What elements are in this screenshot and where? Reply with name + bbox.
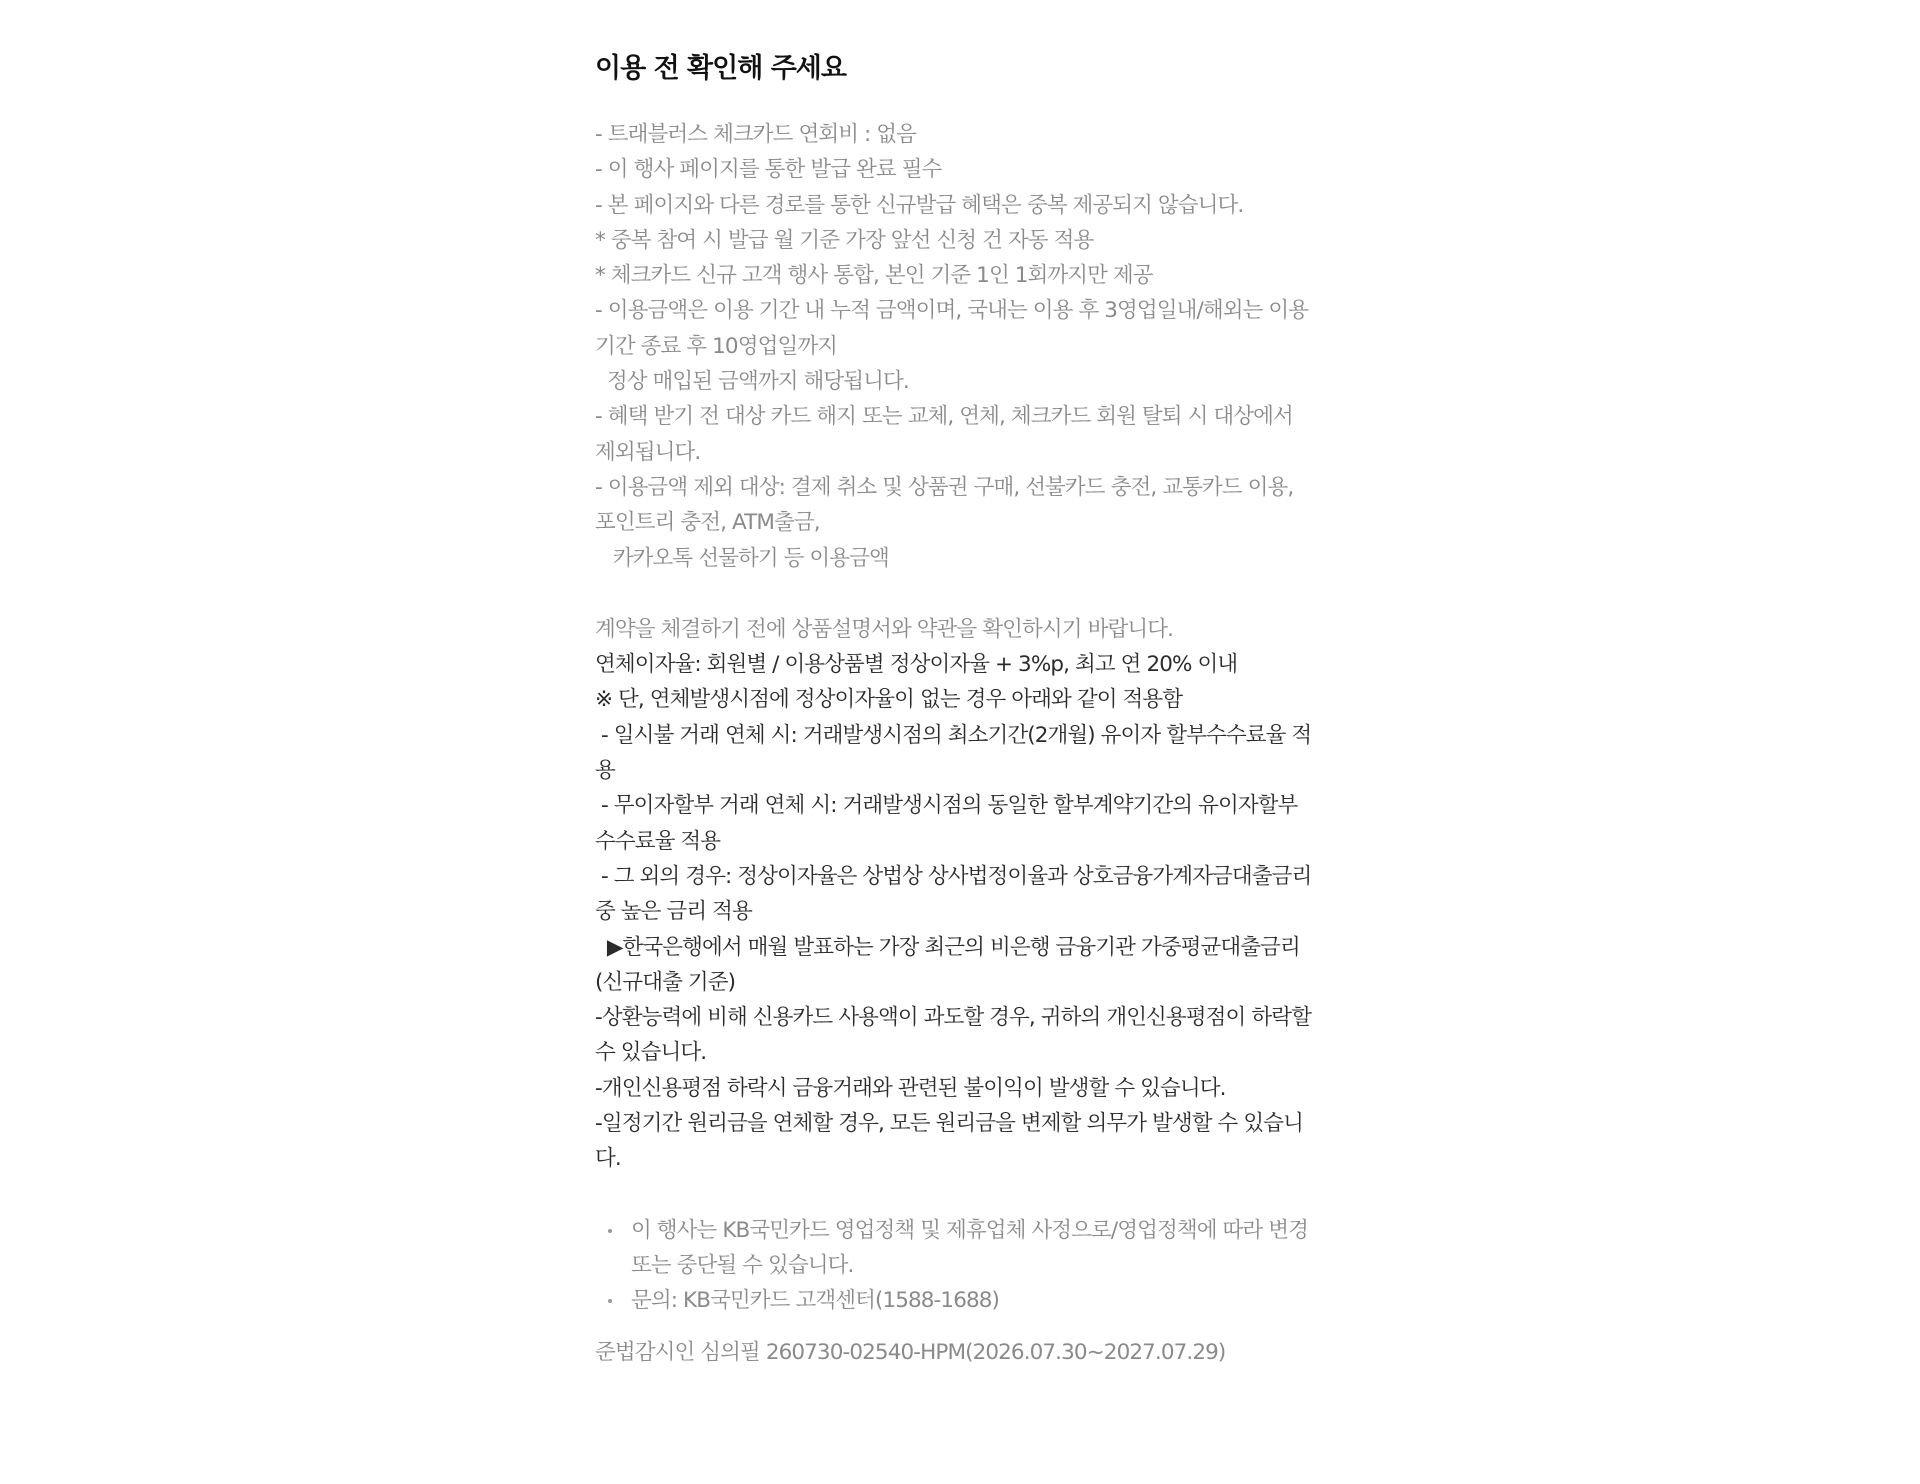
bullet-list — [595, 1213, 1315, 1319]
notice-line: * 체크카드 신규 고객 행사 통합, 본인 기준 1인 1회까지만 제공 — [595, 263, 1153, 289]
bullet-text: 이 행사는 KB국민카드 영업정책 및 제휴업체 사정으로/영업정책에 따라 변경 또는 중단될 수 있습니다. — [631, 1217, 1308, 1278]
bullet-item — [595, 1283, 1315, 1318]
notice-line: - 이 행사 페이지를 통한 발급 완료 필수 — [595, 157, 942, 183]
bullet-dot-icon — [608, 1229, 612, 1233]
interest-line: -개인신용평점 하락시 금융거래와 관련된 불이익이 발생할 수 있습니다. — [595, 1075, 1226, 1101]
contract-notice: 계약을 체결하기 전에 상품설명서와 약관을 확인하시기 바랍니다. — [595, 616, 1174, 642]
notice-line: * 중복 참여 시 발급 월 기준 가장 앞선 신청 건 자동 적용 — [595, 227, 1094, 253]
notice-line: - 이용금액은 이용 기간 내 누적 금액이며, 국내는 이용 후 3영업일내/해외는 이용기간 종료 후 10영업일까지 — [595, 298, 1309, 359]
interest-line: ▶한국은행에서 매월 발표하는 가장 최근의 비은행 금융기관 가중평균대출금리(신규대출 기준) — [595, 934, 1300, 995]
notice-section — [595, 46, 1318, 1370]
interest-line: -상환능력에 비해 신용카드 사용액이 과도할 경우, 귀하의 개인신용평점이 하락할 수 있습니다. — [595, 1005, 1317, 1066]
interest-section — [595, 612, 1318, 1177]
interest-line: ※ 단, 연체발생시점에 정상이자율이 없는 경우 아래와 같이 적용함 — [595, 687, 1183, 713]
interest-line: 연체이자율: 회원별 / 이용상품별 정상이자율 + 3%p, 최고 연 20% 이내 — [595, 652, 1238, 678]
interest-line: - 그 외의 경우: 정상이자율은 상법상 상사법정이율과 상호금융가계자금대출금리 중 높은 금리 적용 — [595, 863, 1318, 925]
notice-list — [595, 117, 1315, 576]
bullet-text: 문의: KB국민카드 고객센터(1588-1688) — [631, 1288, 1000, 1314]
notice-line: - 본 페이지와 다른 경로를 통한 신규발급 혜택은 중복 제공되지 않습니다. — [595, 192, 1244, 218]
compliance-code: 준법감시인 심의필 260730-02540-HPM(2026.07.30~2027.07.29) — [595, 1339, 1226, 1365]
interest-line: -일정기간 원리금을 연체할 경우, 모든 원리금을 변제할 의무가 발생할 수 있습니다. — [595, 1111, 1303, 1172]
bullet-item — [595, 1213, 1315, 1284]
notice-line: 정상 매입된 금액까지 해당됩니다. — [595, 369, 909, 395]
interest-line: - 무이자할부 거래 연체 시: 거래발생시점의 동일한 할부계약기간의 유이자할부수수료율 적용 — [595, 793, 1298, 854]
notice-line: 카카오톡 선물하기 등 이용금액 — [595, 545, 889, 571]
notice-line: - 혜택 받기 전 대상 카드 해지 또는 교체, 연체, 체크카드 회원 탈퇴 시 대상에서 제외됩니다. — [595, 404, 1299, 465]
notice-line: - 트래블러스 체크카드 연회비 : 없음 — [595, 122, 917, 147]
bullet-dot-icon — [608, 1299, 612, 1303]
section-title: 이용 전 확인해 주세요 — [595, 53, 846, 84]
interest-line: - 일시불 거래 연체 시: 거래발생시점의 최소기간(2개월) 유이자 할부수수료율 적용 — [595, 722, 1312, 784]
notice-line: - 이용금액 제외 대상: 결제 취소 및 상품권 구매, 선불카드 충전, 교통카드 이용, 포인트리 충전, ATM출금, — [595, 474, 1300, 536]
